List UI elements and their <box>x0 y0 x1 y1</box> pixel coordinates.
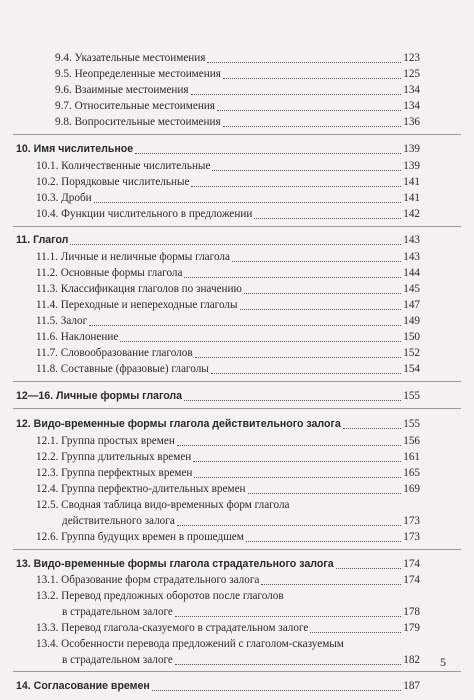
toc-chapter-title: 13. Видо-временные формы глагола страдательного залога <box>16 558 334 570</box>
toc-entry-page: 156 <box>403 435 420 447</box>
leader-dots <box>89 325 401 326</box>
section-divider <box>13 549 461 550</box>
toc-entry-page: 152 <box>403 347 420 359</box>
toc-entry-10-2 <box>36 176 420 189</box>
toc-entry-10-4 <box>36 208 420 221</box>
toc-entry-page: 173 <box>403 515 420 527</box>
toc-entry-11-1 <box>36 251 420 264</box>
toc-entry-page: 149 <box>403 315 420 327</box>
toc-entry-page: 178 <box>403 606 420 618</box>
toc-entry-13-3 <box>36 622 420 635</box>
toc-entry-page: 136 <box>403 116 420 128</box>
toc-entry-title: 11.2. Основные формы глагола <box>36 267 183 279</box>
toc-entry-11-3 <box>36 283 420 296</box>
toc-entry-page: 143 <box>403 234 420 246</box>
section-divider <box>13 134 461 135</box>
toc-entry-page: 150 <box>403 331 420 343</box>
leader-dots <box>191 94 402 95</box>
toc-entry-page: 144 <box>403 267 420 279</box>
toc-entry-11-5 <box>36 315 420 328</box>
page-number: 5 <box>440 655 446 669</box>
leader-dots <box>207 62 401 63</box>
toc-entry-page: 142 <box>403 208 420 220</box>
toc-entry-9-7 <box>55 100 420 113</box>
leader-dots <box>193 461 401 462</box>
leader-dots <box>135 153 401 154</box>
toc-entry-page: 174 <box>403 558 420 570</box>
toc-entry-title: 11.4. Переходные и непереходные глаголы <box>36 299 238 311</box>
toc-entry-page: 145 <box>403 283 420 295</box>
toc-entry-9-4 <box>55 52 420 65</box>
toc-entry-title: 10.4. Функции числительного в предложении <box>36 208 253 220</box>
toc-entry-page: 134 <box>403 100 420 112</box>
toc-entry-title-cont: действительного залога <box>62 515 175 527</box>
toc-entry-13-4-title: 13.4. Особенности перевода предложений с глаголом-сказуемым <box>36 638 344 650</box>
toc-entry-title: 9.5. Неопределенные местоимения <box>55 68 221 80</box>
toc-entry-page: 147 <box>403 299 420 311</box>
toc-entry-title: 9.8. Вопросительные местоимения <box>55 116 221 128</box>
toc-entry-page: 125 <box>403 68 420 80</box>
leader-dots <box>223 78 401 79</box>
toc-entry-9-8 <box>55 116 420 129</box>
toc-entry-title: 11.6. Наклонение <box>36 331 119 343</box>
toc-entry-9-5 <box>55 68 420 81</box>
toc-entry-13-4 <box>62 654 420 667</box>
toc-entry-page: 161 <box>403 451 420 463</box>
toc-entry-10-1 <box>36 160 420 173</box>
leader-dots <box>177 525 401 526</box>
leader-dots <box>232 261 401 262</box>
toc-entry-title: 11.1. Личные и неличные формы глагола <box>36 251 230 263</box>
leader-dots <box>177 445 401 446</box>
toc-entry-title: 10.2. Порядковые числительные <box>36 176 190 188</box>
leader-dots <box>175 664 401 665</box>
leader-dots <box>212 170 401 171</box>
toc-entry-13-1 <box>36 574 420 587</box>
leader-dots <box>223 126 402 127</box>
toc-entry-11-8 <box>36 363 420 376</box>
toc-entry-title: 12.3. Группа перфектных времен <box>36 467 193 479</box>
section-divider <box>13 381 461 382</box>
toc-entry-12-6 <box>36 531 420 544</box>
leader-dots <box>211 373 401 374</box>
toc-entry-title: 12.6. Группа будущих времен в прошедшем <box>36 531 244 543</box>
toc-entry-9-6 <box>55 84 420 97</box>
leader-dots <box>343 428 401 429</box>
toc-entry-title: 10.3. Дроби <box>36 192 92 204</box>
toc-entry-title: 11.5. Залог <box>36 315 88 327</box>
toc-entry-title: 9.6. Взаимные местоимения <box>55 84 189 96</box>
toc-entry-page: 169 <box>403 483 420 495</box>
toc-entry-page: 141 <box>403 192 420 204</box>
toc-entry-12-2 <box>36 451 420 464</box>
toc-entry-12-3 <box>36 467 420 480</box>
leader-dots <box>120 341 401 342</box>
toc-entry-title: 12.1. Группа простых времен <box>36 435 175 447</box>
toc-entry-page: 155 <box>403 390 420 402</box>
toc-entry-page: 174 <box>403 574 420 586</box>
toc-entry-12-5-title: 12.5. Сводная таблица видо-временных форм глагола <box>36 499 290 511</box>
toc-entry-page: 134 <box>403 84 420 96</box>
leader-dots <box>195 357 402 358</box>
leader-dots <box>94 202 402 203</box>
toc-entry-page: 155 <box>403 418 420 430</box>
leader-dots <box>217 110 401 111</box>
toc-chapter-10 <box>16 143 420 156</box>
toc-chapter-title: 12. Видо-временные формы глагола действительного залога <box>16 418 341 430</box>
toc-chapter-title: 12—16. Личные формы глагола <box>16 390 183 402</box>
leader-dots <box>184 400 401 401</box>
toc-chapter-12 <box>16 418 420 431</box>
toc-entry-title: 10.1. Количественные числительные <box>36 160 211 172</box>
toc-entry-11-2 <box>36 267 420 280</box>
toc-entry-page: 165 <box>403 467 420 479</box>
leader-dots <box>261 584 401 585</box>
section-divider <box>13 671 461 672</box>
leader-dots <box>152 690 401 691</box>
toc-entry-page: 187 <box>403 680 420 692</box>
leader-dots <box>191 186 401 187</box>
leader-dots <box>246 541 401 542</box>
toc-entry-page: 141 <box>403 176 420 188</box>
toc-entry-11-6 <box>36 331 420 344</box>
toc-chapter-title: 11. Глагол <box>16 234 69 246</box>
toc-chapter-title: 10. Имя числительное <box>16 143 134 155</box>
leader-dots <box>248 493 402 494</box>
toc-entry-page: 139 <box>403 143 420 155</box>
toc-chapter-12-16 <box>16 390 420 403</box>
toc-entry-page: 139 <box>403 160 420 172</box>
toc-entry-title: 11.3. Классификация глаголов по значению <box>36 283 242 295</box>
leader-dots <box>184 277 401 278</box>
toc-entry-11-4 <box>36 299 420 312</box>
toc-entry-page: 173 <box>403 531 420 543</box>
toc-chapter-title: 14. Согласование времен <box>16 680 150 692</box>
leader-dots <box>336 568 402 569</box>
leader-dots <box>254 218 401 219</box>
toc-chapter-11 <box>16 234 420 247</box>
toc-entry-title: 9.4. Указательные местоимения <box>55 52 206 64</box>
toc-entry-12-5 <box>62 515 420 528</box>
toc-entry-title: 11.8. Составные (фразовые) глаголы <box>36 363 209 375</box>
leader-dots <box>244 293 401 294</box>
toc-entry-13-2 <box>62 606 420 619</box>
toc-entry-page: 143 <box>403 251 420 263</box>
toc-entry-page: 182 <box>403 654 420 666</box>
toc-chapter-14 <box>16 680 420 693</box>
toc-entry-title: 13.1. Образование форм страдательного залога <box>36 574 260 586</box>
toc-entry-title-cont: в страдательном залоге <box>62 606 173 618</box>
toc-entry-page: 123 <box>403 52 420 64</box>
leader-dots <box>175 616 401 617</box>
toc-entry-13-2-title: 13.2. Перевод предложных оборотов после глаголов <box>36 590 284 602</box>
leader-dots <box>240 309 402 310</box>
toc-entry-page: 154 <box>403 363 420 375</box>
toc-entry-11-7 <box>36 347 420 360</box>
toc-entry-title: 12.4. Группа перфектно-длительных времен <box>36 483 246 495</box>
toc-entry-title: 13.3. Перевод глагола-сказуемого в страдательном залоге <box>36 622 309 634</box>
toc-entry-10-3 <box>36 192 420 205</box>
toc-entry-title-cont: в страдательном залоге <box>62 654 173 666</box>
section-divider <box>13 226 461 227</box>
toc-chapter-13 <box>16 558 420 571</box>
leader-dots <box>194 477 401 478</box>
section-divider <box>13 408 461 409</box>
toc-entry-title: 12.2. Группа длительных времен <box>36 451 192 463</box>
toc-entry-title: 9.7. Относительные местоимения <box>55 100 215 112</box>
toc-entry-title: 11.7. Словообразование глаголов <box>36 347 193 359</box>
toc-entry-12-4 <box>36 483 420 496</box>
leader-dots <box>310 632 401 633</box>
toc-entry-page: 179 <box>403 622 420 634</box>
toc-entry-12-1 <box>36 435 420 448</box>
leader-dots <box>70 244 401 245</box>
